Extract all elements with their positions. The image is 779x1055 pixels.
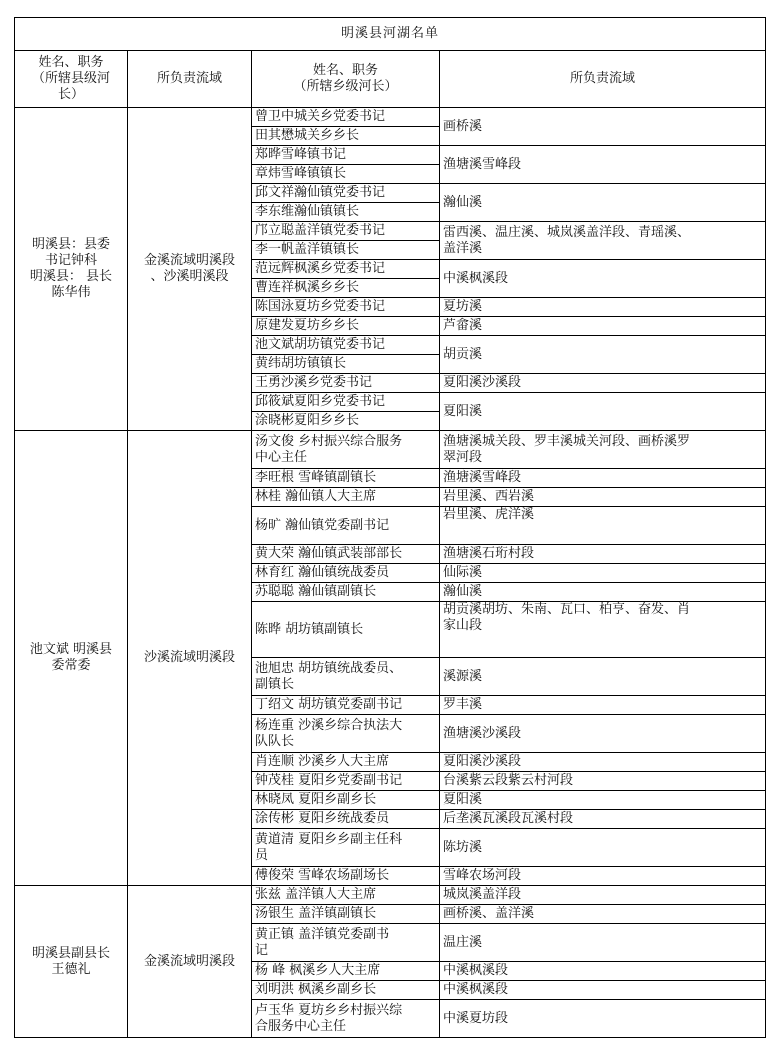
township-chief-line: 钟茂桂 夏阳乡党委副书记 (255, 773, 403, 788)
township-chief-line: 曹连祥枫溪乡乡长 (255, 280, 360, 295)
title-row (15, 18, 766, 51)
township-chief-cell (252, 658, 440, 696)
township-basin-cell (440, 962, 766, 981)
township-chief-line: 池旭忠 胡坊镇统战委员、 (255, 660, 403, 676)
township-basin-cell (440, 431, 766, 469)
header-township-chief (252, 51, 440, 108)
township-chief-line: 王勇沙溪乡党委书记 (255, 375, 373, 390)
township-chief-cell (252, 393, 440, 431)
township-chief-cell (252, 431, 440, 469)
township-basin-line: 家山段 (443, 618, 483, 633)
township-basin-line: 温庄溪 (443, 934, 483, 950)
township-basin-cell (440, 507, 766, 545)
township-basin-line: 岩里溪、虎洋溪 (443, 507, 535, 522)
township-chief-line: 队队长 (255, 733, 295, 749)
township-chief-cell (252, 1000, 440, 1038)
township-chief-cell (252, 981, 440, 1000)
township-basin-cell (440, 564, 766, 583)
header-line: （所辖乡级河长） (293, 79, 398, 94)
township-chief-cell (252, 791, 440, 810)
township-basin-cell (440, 886, 766, 905)
township-basin-cell (440, 772, 766, 791)
township-chief-line: 杨连重 沙溪乡综合执法大 (255, 717, 403, 733)
township-chief-line: 章炜雪峰镇镇长 (255, 166, 347, 181)
township-chief-line: 杨旷 瀚仙镇党委副书记 (255, 517, 390, 533)
township-chief-line: 合服务中心主任 (255, 1018, 347, 1034)
county-chief-line: 委常委 (51, 658, 91, 673)
township-chief-cell (252, 810, 440, 829)
township-chief-line: 卢玉华 夏坊乡乡村振兴综 (255, 1002, 403, 1018)
township-basin-cell (440, 602, 766, 658)
township-chief-cell (252, 962, 440, 981)
township-basin-cell (440, 146, 766, 184)
township-chief-line: 邱文祥瀚仙镇党委书记 (252, 184, 439, 203)
township-basin-line: 仙际溪 (443, 565, 483, 580)
table-row (15, 431, 766, 469)
township-chief-cell (252, 583, 440, 602)
county-chief-line: 明溪县：县委 (31, 237, 110, 252)
township-basin-cell (440, 374, 766, 393)
township-basin-cell (440, 715, 766, 753)
township-basin-cell (440, 469, 766, 488)
township-chief-line: 陈晔 胡坊镇副镇长 (255, 621, 364, 637)
township-chief-cell (252, 602, 440, 658)
township-basin-line: 罗丰溪 (443, 697, 483, 712)
township-chief-cell (252, 146, 440, 184)
river-chief-table (14, 17, 766, 1038)
township-basin-line: 夏阳溪 (443, 792, 483, 807)
header-county-basin: 所负责流域 (128, 51, 252, 108)
township-basin-line: 后垄溪瓦溪段瓦溪村段 (443, 811, 574, 826)
county-chief-line: 池文斌 明溪县 (29, 642, 113, 657)
township-chief-line: 涂晓彬夏阳乡乡长 (255, 413, 360, 428)
township-basin-line: 夏阳溪 (443, 403, 483, 419)
township-basin-line: 中溪枫溪段 (443, 982, 509, 997)
township-basin-line: 夏阳溪沙溪段 (443, 375, 522, 390)
township-chief-line: 李一帆盖洋镇镇长 (255, 242, 360, 257)
township-chief-line: 黄正镇 盖洋镇党委副书 (255, 926, 390, 942)
township-chief-line: 田其懋城关乡乡长 (255, 128, 360, 143)
township-chief-line: 池文斌胡坊镇党委书记 (252, 336, 439, 355)
township-chief-cell (252, 374, 440, 393)
township-chief-line: 副镇长 (255, 676, 295, 692)
township-basin-cell (440, 753, 766, 772)
township-basin-line: 盖洋溪 (443, 240, 483, 256)
header-township-basin: 所负责流域 (440, 51, 766, 108)
township-chief-line: 苏聪聪 瀚仙镇副镇长 (255, 584, 377, 599)
township-chief-cell (252, 696, 440, 715)
township-chief-cell (252, 545, 440, 564)
township-chief-cell (252, 829, 440, 867)
township-basin-cell (440, 867, 766, 886)
township-basin-line: 画桥溪、盖洋溪 (443, 906, 535, 921)
township-basin-cell (440, 488, 766, 507)
township-basin-line: 渔塘溪沙溪段 (443, 725, 522, 741)
township-basin-line: 夏坊溪 (443, 299, 483, 314)
county-chief-line: 王德礼 (51, 961, 91, 977)
county-basin-line: 金溪流域明溪段 (143, 953, 235, 969)
township-basin-cell (440, 260, 766, 298)
county-basin-cell (128, 108, 252, 431)
county-chief-line: 明溪县： 县长 (29, 269, 113, 284)
township-basin-line: 渔塘溪雪峰段 (443, 156, 522, 172)
header-county-chief (15, 51, 128, 108)
township-basin-line: 雷西溪、温庄溪、城岚溪盖洋段、青瑶溪、 (443, 224, 691, 240)
county-chief-line: 陈华伟 (51, 285, 91, 300)
township-basin-line: 瀚仙溪 (443, 194, 483, 210)
township-chief-line: 黄道清 夏阳乡乡副主任科 (255, 831, 403, 847)
township-basin-line: 岩里溪、西岩溪 (443, 489, 535, 504)
township-basin-cell (440, 905, 766, 924)
township-chief-cell (252, 184, 440, 222)
township-basin-cell (440, 810, 766, 829)
township-chief-cell (252, 108, 440, 146)
township-basin-cell (440, 829, 766, 867)
township-chief-cell (252, 298, 440, 317)
township-chief-cell (252, 564, 440, 583)
township-basin-cell (440, 1000, 766, 1038)
township-basin-line: 芦畲溪 (443, 318, 483, 333)
township-basin-line: 溪源溪 (443, 668, 483, 684)
document-title: 明溪县河湖名单 (15, 18, 766, 51)
county-basin-line: 、沙溪明溪段 (150, 269, 229, 284)
table-row (15, 108, 766, 146)
county-chief-cell (15, 431, 128, 886)
county-basin-cell (128, 886, 252, 1038)
county-chief-line: 书记钟科 (44, 253, 97, 268)
township-basin-line: 雪峰农场河段 (443, 868, 522, 883)
county-chief-line: 明溪县副县长 (31, 945, 110, 961)
township-basin-line: 瀚仙溪 (443, 584, 483, 599)
township-chief-line: 林桂 瀚仙镇人大主席 (255, 489, 377, 504)
township-chief-cell (252, 222, 440, 260)
township-basin-cell (440, 222, 766, 260)
township-basin-cell (440, 791, 766, 810)
township-basin-cell (440, 696, 766, 715)
county-chief-cell (15, 886, 128, 1038)
township-chief-cell (252, 886, 440, 905)
township-chief-line: 汤银生 盖洋镇副镇长 (255, 906, 377, 921)
township-basin-cell (440, 317, 766, 336)
township-basin-line: 渔塘溪城关段、罗丰溪城关河段、画桥溪罗 (443, 433, 691, 449)
township-chief-cell (252, 924, 440, 962)
header-row (15, 51, 766, 108)
county-chief-cell (15, 108, 128, 431)
township-chief-line: 张兹 盖洋镇人大主席 (255, 887, 377, 902)
township-chief-line: 杨 峰 枫溪乡人大主席 (255, 963, 381, 978)
township-basin-line: 画桥溪 (443, 118, 483, 134)
township-chief-line: 肖连顺 沙溪乡人大主席 (255, 754, 390, 769)
township-basin-cell (440, 336, 766, 374)
township-basin-line: 翠河段 (443, 449, 483, 465)
township-chief-cell (252, 867, 440, 886)
township-chief-line: 邱筱斌夏阳乡党委书记 (252, 393, 439, 412)
township-basin-line: 渔塘溪石珩村段 (443, 546, 535, 561)
township-chief-line: 林晓凤 夏阳乡副乡长 (255, 792, 377, 807)
township-chief-line: 汤文俊 乡村振兴综合服务 (255, 433, 403, 449)
township-basin-line: 胡贡溪 (443, 346, 483, 362)
township-chief-cell (252, 488, 440, 507)
township-chief-line: 曾卫中城关乡党委书记 (252, 108, 439, 127)
county-basin-line: 金溪流域明溪段 (143, 253, 235, 268)
township-chief-line: 员 (255, 847, 269, 863)
township-basin-line: 渔塘溪雪峰段 (443, 470, 522, 485)
township-chief-cell (252, 469, 440, 488)
township-basin-cell (440, 658, 766, 696)
township-chief-line: 黄大荣 瀚仙镇武装部部长 (255, 546, 403, 561)
township-chief-line: 刘明洪 枫溪乡副乡长 (255, 982, 377, 997)
township-chief-line: 丁绍文 胡坊镇党委副书记 (255, 697, 403, 712)
township-basin-cell (440, 108, 766, 146)
township-basin-cell (440, 583, 766, 602)
township-chief-line: 涂传彬 夏阳乡统战委员 (255, 811, 390, 826)
township-chief-line: 傅俊荣 雪峰农场副场长 (255, 868, 390, 883)
township-chief-line: 黄纬胡坊镇镇长 (255, 356, 347, 371)
township-chief-cell (252, 507, 440, 545)
township-basin-cell (440, 298, 766, 317)
township-basin-cell (440, 981, 766, 1000)
township-basin-cell (440, 545, 766, 564)
township-chief-cell (252, 772, 440, 791)
township-basin-line: 胡贡溪胡坊、朱南、瓦口、柏亨、奋发、肖 (443, 602, 691, 617)
township-chief-line: 中心主任 (255, 449, 308, 465)
township-chief-line: 邝立聪盖洋镇党委书记 (252, 222, 439, 241)
header-line: 姓名、职务 (312, 63, 378, 78)
township-basin-cell (440, 393, 766, 431)
township-chief-cell (252, 260, 440, 298)
township-basin-line: 中溪枫溪段 (443, 963, 509, 978)
township-chief-cell (252, 715, 440, 753)
township-chief-line: 范远辉枫溪乡党委书记 (252, 260, 439, 279)
header-line: （所辖县级河 (31, 71, 110, 86)
township-basin-line: 中溪枫溪段 (443, 270, 509, 286)
township-chief-cell (252, 905, 440, 924)
county-basin-line: 沙溪流域明溪段 (143, 650, 235, 665)
table-row (15, 886, 766, 905)
township-chief-line: 记 (255, 942, 269, 958)
county-basin-cell (128, 431, 252, 886)
township-chief-cell (252, 336, 440, 374)
header-line: 长） (57, 87, 84, 102)
township-basin-cell (440, 184, 766, 222)
township-chief-line: 郑晔雪峰镇书记 (252, 146, 439, 165)
header-line: 姓名、职务 (38, 55, 104, 70)
township-basin-line: 夏阳溪沙溪段 (443, 754, 522, 769)
township-chief-cell (252, 317, 440, 336)
township-chief-line: 李旺根 雪峰镇副镇长 (255, 470, 377, 485)
township-chief-line: 陈国泳夏坊乡党委书记 (255, 299, 386, 314)
township-chief-line: 原建发夏坊乡乡长 (255, 318, 360, 333)
township-chief-line: 李东维瀚仙镇镇长 (255, 204, 360, 219)
township-chief-cell (252, 753, 440, 772)
township-basin-line: 中溪夏坊段 (443, 1010, 509, 1026)
township-basin-line: 台溪紫云段紫云村河段 (443, 773, 574, 788)
township-chief-line: 林育红 瀚仙镇统战委员 (255, 565, 390, 580)
township-basin-cell (440, 924, 766, 962)
township-basin-line: 陈坊溪 (443, 839, 483, 855)
township-basin-line: 城岚溪盖洋段 (443, 887, 522, 902)
